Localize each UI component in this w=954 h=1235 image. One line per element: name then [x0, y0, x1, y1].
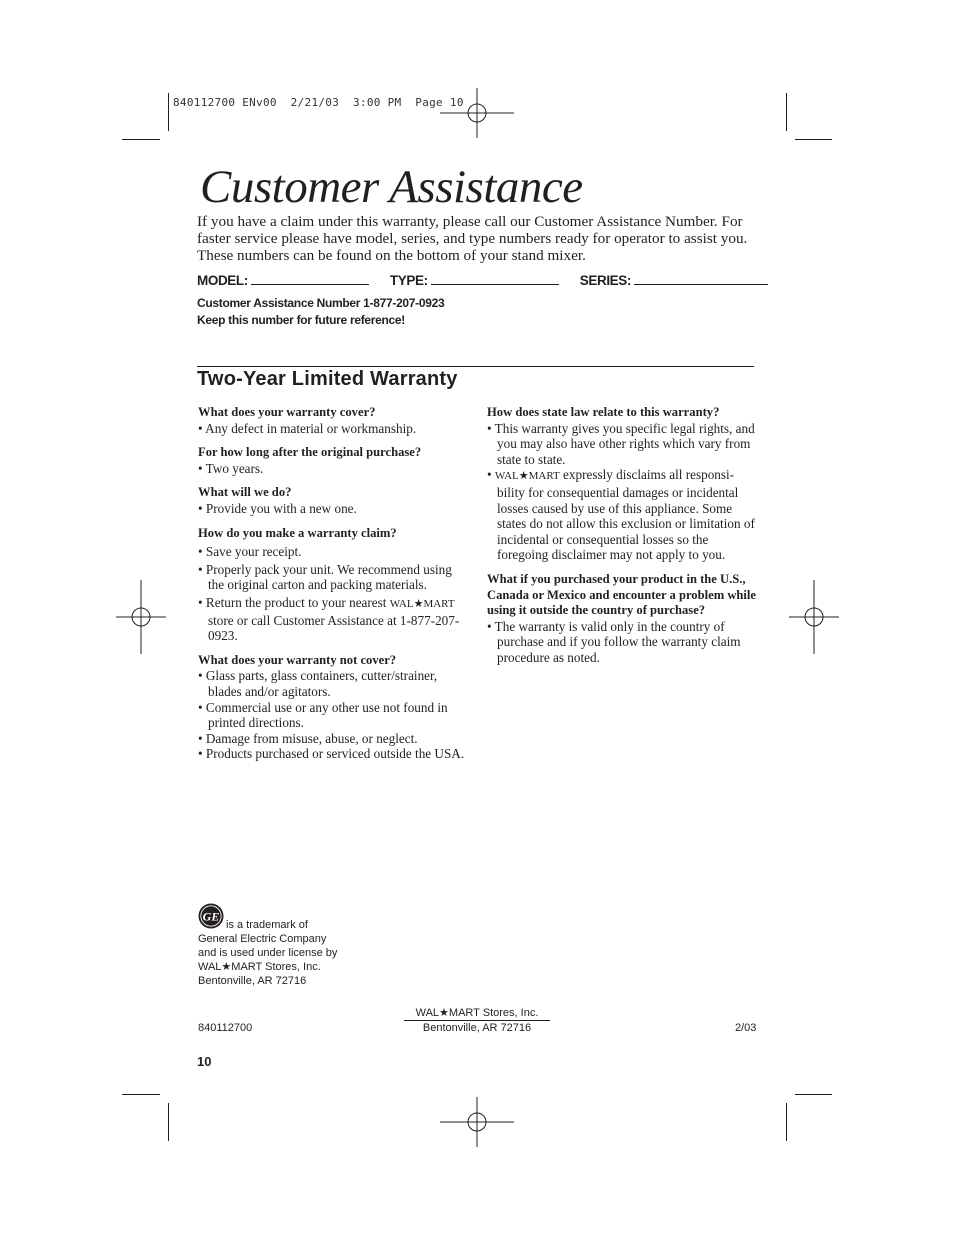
question-not-cover: What does your warranty not cover? [198, 652, 397, 667]
question-state-law: How does state law relate to this warranty? [487, 405, 720, 419]
print-slug: 840112700 ENv00 2/21/03 3:00 PM Page 10 [173, 96, 464, 109]
model-blank [251, 274, 369, 285]
list-item: • Glass parts, glass containers, cutter/strainer, blades and/or agitators. [198, 668, 438, 699]
list-item: • This warranty gives you specific legal rights, and you may also have other rights which vary from state to state. [487, 420, 755, 467]
type-blank [431, 274, 559, 285]
answer-how-long: • Two years. [198, 460, 264, 476]
section-divider [197, 366, 754, 367]
page-number: 10 [197, 1054, 212, 1069]
walmart-brand: WAL★MART [389, 597, 455, 610]
footer-city: Bentonville, AR 72716 [422, 1022, 532, 1034]
type-label: TYPE: [389, 273, 428, 288]
customer-assistance-block [197, 295, 444, 329]
crop-mark [795, 1094, 832, 1095]
model-label: MODEL: [197, 273, 248, 288]
list-item: • Return the product to your nearest WAL★MART store or call Customer Assistance at 1-877-207-0923. [198, 594, 460, 644]
warranty-heading: Two-Year Limited Warranty [197, 368, 458, 390]
footer-date: 2/03 [735, 1022, 757, 1034]
trademark-line: WAL★MART Stores, Inc. [198, 961, 321, 973]
footer-part-number: 840112700 [198, 1022, 253, 1034]
registration-mark-icon [440, 76, 514, 150]
crop-mark [786, 93, 787, 131]
crop-mark [168, 1103, 169, 1141]
registration-mark-icon [440, 1085, 514, 1159]
list-item: • Products purchased or serviced outside the USA. [198, 746, 465, 762]
registration-mark-icon [777, 580, 851, 654]
crop-mark [795, 139, 832, 140]
list-item: • Commercial use or any other use not found in printed directions. [198, 699, 448, 731]
crop-mark [122, 139, 160, 140]
answer-cover: • Any defect in material or workmanship. [198, 420, 417, 436]
question-cover: What does your warranty cover? [198, 405, 376, 419]
trademark-line: General Electric Company [198, 933, 327, 945]
walmart-brand: WAL★MART [494, 470, 560, 483]
registration-mark-icon [104, 580, 178, 654]
answer-what-we-do: • Provide you with a new one. [198, 500, 357, 516]
crop-mark [122, 1094, 160, 1095]
crop-mark [786, 1103, 787, 1141]
list-item: • Damage from misuse, abuse, or neglect. [198, 730, 418, 746]
list-item: • WAL★MART expressly disclaims all responsi-bility for consequential damages or incidental losses caused by use of this appliance. Some states do not allow this exclusion or limitation of incidental or consequential losses so the foregoing disclaimer may not apply to you. [487, 467, 755, 563]
trademark-line: is a trademark of [226, 919, 308, 931]
list-item: • Save your receipt. [198, 544, 302, 560]
question-outside-country: What if you purchased your product in the U.S., Canada or Mexico and encounter a problem while using it outside the country of purchase? [487, 571, 757, 618]
page-title: Customer Assistance [200, 161, 583, 213]
trademark-line: and is used under license by [198, 947, 338, 959]
answer-outside-country: • The warranty is valid only in the country of purchase and if you follow the warranty claim procedure as noted. [487, 618, 741, 665]
warranty-right-column [487, 405, 757, 675]
footer-company: WAL★MART Stores, Inc. [415, 1007, 539, 1019]
trademark-line: Bentonville, AR 72716 [198, 975, 307, 987]
intro-text: If you have a claim under this warranty, please call our Customer Assistance Number. For faster service please have model, series, and type numbers ready for operator to assist you. These numbers can be found on the bottom of your stand mixer. [197, 213, 748, 264]
series-label: SERIES: [579, 273, 631, 288]
crop-mark [168, 93, 169, 131]
question-what-we-do: What will we do? [198, 485, 292, 500]
question-claim: How do you make a warranty claim? [198, 525, 397, 540]
customer-number: Customer Assistance Number 1-877-207-0923 [197, 296, 445, 310]
keep-note: Keep this number for future reference! [197, 313, 405, 327]
svg-text:GE: GE [202, 909, 220, 924]
product-fields [197, 273, 762, 288]
warranty-left-column [198, 405, 470, 771]
trademark-notice [198, 918, 337, 988]
list-item: • Properly pack your unit. We recommend using the original carton and packing materials. [198, 561, 452, 593]
series-blank [634, 274, 768, 285]
question-how-long: For how long after the original purchase? [198, 445, 422, 460]
